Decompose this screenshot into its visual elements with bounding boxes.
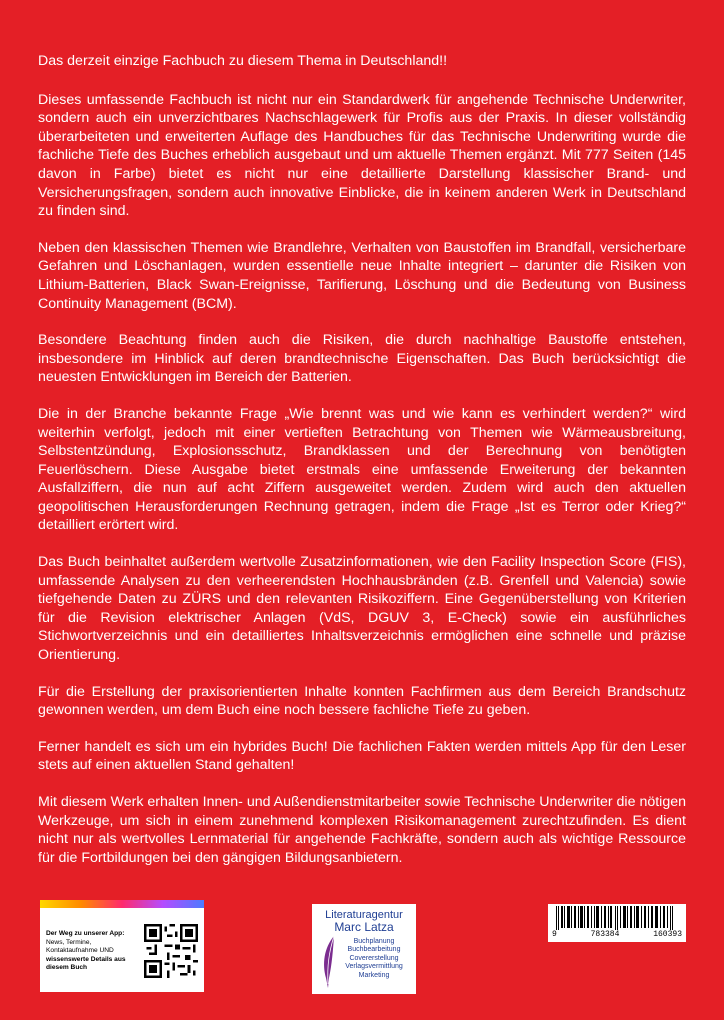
paragraph-audience: Mit diesem Werk erhalten Innen- und Außendienstmitarbeiter sowie Technische Underwriter die nötigen Werkzeuge, um sich in einem zunehmend komplexen Risikomanagement zurechtzufinden. Es dient nicht nur als wertvolles Lernmaterial für angehende Fachkräfte, sondern auch als wichtige Ressource für die Fortbildungen bei den gängigen Bildungsanbietern. [38, 794, 686, 866]
agency-service-item: Buchplanung [353, 938, 395, 945]
paragraph-hybrid-book: Ferner handelt es sich um ein hybrides Buch! Die fachlichen Fakten werden mittels App für den Leser stets auf einen aktuellen Stand gehalten! [38, 738, 686, 774]
barcode-digits [548, 930, 686, 939]
app-line-2: News, Termine, Kontaktaufnahme UND [46, 938, 114, 955]
app-info-box [40, 900, 204, 992]
barcode-digit-group: 160393 [653, 930, 682, 939]
back-cover-text [38, 52, 686, 885]
agency-service-item: Buchbearbeitung [347, 946, 401, 954]
paragraph-intro: Dieses umfassende Fachbuch ist nicht nur ein Standardwerk für angehende Technische Underwriter, sondern auch ein unverzichtbares Nachschlagewerk für Profis aus der Praxis. In dieser vollständig überarbeiteten und erweiterten Auflage des Handbuches für das Technische Underwriting wurde die fachliche Tiefe des Buches erheblich ausgebaut und um aktuelle Themen ergänzt. Mit 777 Seiten (145 davon in Farbe) bietet es nicht nur eine detaillierte Darstellung klassischer Brand- und Versicherungsfragen, sondern auch innovative Einblicke, die in keinem anderen Werk in Deutschland zu finden sind. [38, 91, 686, 220]
barcode-bars [556, 906, 678, 930]
barcode-digit-group: 783384 [590, 930, 620, 939]
app-info-text [46, 930, 140, 973]
app-line-1: Der Weg zu unserer App: [46, 930, 125, 937]
agency-service-item: Marketing [358, 971, 390, 979]
paragraph-additional-info: Das Buch beinhaltet außerdem wertvolle Zusatzinformationen, wie den Facility Inspection Score (FIS), umfassende Analysen zu den verheerendsten Hochhausbränden (z.B. Grenfell und Valencia) sowie tiefgehende Daten zu ZÜRS und den relevanten Risikoziffern. Eine Gegenüberstellung von Kriterien für die Revision elektrischer Anlagen (VdS, DGUV 3, E-Check) sowie ein ausführliches Stichwortverzeichnis und ein detailliertes Inhaltsverzeichnis ermöglichen eine schnelle und präzise Orientierung. [38, 554, 686, 664]
app-line-3: wissenswerte Details aus diesem Buch [46, 955, 126, 972]
headline: Das derzeit einzige Fachbuch zu diesem Thema in Deutschland!! [38, 53, 448, 69]
literary-agency-logo [312, 904, 416, 994]
barcode-digit-group: 9 [552, 930, 557, 939]
qr-code-icon[interactable] [144, 924, 198, 978]
rainbow-stripe [40, 900, 204, 908]
agency-title: Literaturagentur [325, 909, 403, 921]
paragraph-key-question: Die in der Branche bekannte Frage „Wie brennt was und wie kann es verhindert werden?“ wird weiterhin verfolgt, jedoch mit einer vertieften Betrachtung von Themen wie Wärmeausbreitung, Selbstentzündung, Explosionsschutz, Brandklassen und der Berechnung von benötigten Feuerlöschern. Diese Ausgabe bietet erstmals eine umfassende Erweiterung der bekannten Ausfallziffern, die nun auf acht Ziffern ausgeweitet werden. Zudem wird auch den aktuellen geopolitischen Herausforderungen Rechnung getragen, indem die Frage „Ist es Terror oder Krieg?“ detailliert erörtert wird. [38, 405, 686, 534]
agency-service-item: Covererstellung [349, 954, 399, 962]
agency-services [334, 938, 414, 980]
agency-service-item: Verlagsvermittlung [345, 963, 403, 971]
paragraph-topics: Neben den klassischen Themen wie Brandlehre, Verhalten von Baustoffen im Brandfall, versicherbare Gefahren und Löschanlagen, wurden essentielle neue Inhalte integriert – darunter die Risiken von Lithium-Batterien, Black Swan-Ereignisse, Tarifierung, Löschung und die Bedeutung von Business Continuity Management (BCM). [38, 239, 686, 312]
paragraph-partners: Für die Erstellung der praxisorientierten Inhalte konnten Fachfirmen aus dem Bereich Brandschutz gewonnen werden, um dem Buch eine noch bessere fachliche Tiefe zu geben. [38, 683, 686, 719]
isbn-barcode [548, 904, 686, 942]
paragraph-building-materials: Besondere Beachtung finden auch die Risiken, die durch nachhaltige Baustoffe entstehen, insbesondere im Hinblick auf deren brandtechnische Eigenschaften. Das Buch berücksichtigt die neuesten Entwicklungen im Bereich der Batterien. [38, 332, 686, 386]
agency-name: Marc Latza [334, 920, 394, 934]
